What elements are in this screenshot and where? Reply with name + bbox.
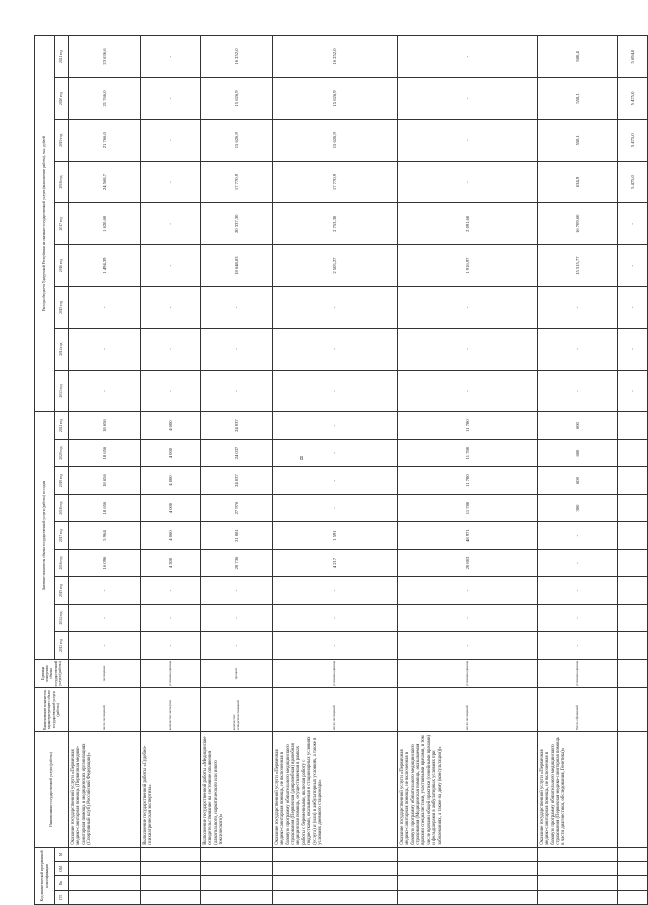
expense-value-cell: -	[141, 78, 201, 120]
table-row	[618, 36, 648, 905]
unit-cell: условная единица	[398, 659, 538, 688]
header-expense-year: 2020 год	[55, 78, 69, 120]
volume-value-cell: 11 780	[398, 467, 538, 494]
expense-value-cell: -	[618, 286, 648, 328]
unit-cell	[618, 659, 648, 688]
expense-value-cell: -	[201, 328, 273, 370]
volume-value-cell: 4 000	[141, 467, 201, 494]
expense-value-cell: -	[201, 370, 273, 412]
header-volume-year: 2020 год	[55, 439, 69, 466]
table-row	[273, 36, 398, 905]
volume-value-cell: -	[398, 577, 538, 604]
expense-value-cell: -	[141, 245, 201, 287]
volume-value-cell: -	[69, 632, 141, 659]
expense-value-cell: 5 475,0	[618, 119, 648, 161]
header-volume-group: Значение показателя объема государственной услуги (работы) по годам	[35, 412, 55, 659]
expense-value-cell: 580,4	[538, 36, 618, 78]
header-expense-year: 2013 год	[55, 370, 69, 412]
expense-value-cell: -	[201, 286, 273, 328]
unit-cell: условная единица	[538, 659, 618, 688]
volume-value-cell	[618, 467, 648, 494]
expense-value-cell: -	[69, 328, 141, 370]
expense-value-cell: -	[618, 203, 648, 245]
volume-value-cell: -	[538, 522, 618, 549]
volume-value-cell: -	[141, 577, 201, 604]
volume-value-cell: 20 803	[398, 549, 538, 576]
expense-value-cell: -	[69, 286, 141, 328]
expense-value-cell: -	[273, 328, 398, 370]
expense-value-cell: -	[398, 370, 538, 412]
header-unit: Единица измерения объема государственной услуги (работы)	[35, 659, 69, 688]
code-cell	[618, 847, 648, 861]
expense-value-cell: 5 475,0	[618, 78, 648, 120]
service-name-cell: Выполнение государственной работы «Судебно-психиатрическая экспертиза»	[141, 732, 201, 847]
indicator-cell: количество экспертиз	[141, 688, 201, 732]
volume-value-cell: 11 780	[398, 494, 538, 521]
header-code-m: М	[55, 847, 69, 861]
expense-value-cell: -	[69, 370, 141, 412]
code-cell	[141, 890, 201, 904]
volume-value-cell: 16 096	[69, 549, 141, 576]
volume-value-cell: 300	[538, 494, 618, 521]
volume-value-cell	[618, 632, 648, 659]
code-cell	[398, 862, 538, 876]
volume-value-cell: 5 964	[69, 522, 141, 549]
expense-value-cell: -	[538, 328, 618, 370]
volume-value-cell: 4 300	[141, 549, 201, 576]
table-row	[538, 36, 618, 905]
table-body	[69, 36, 648, 905]
code-cell	[141, 862, 201, 876]
service-name-cell: Оказание государственной услуги «Первичная медико-санитарная помощь, не включенная в базовую программу обязательного медицинского страхования (Первичная (доврачебная) врачебная медицинская помощь, осуществляемая в рамках работы с беременными, включая работу с подростками, оказываемая в стационарных условиях (услуга) и (или) в амбулаторных условиях, а также в условиях дневного стационара»	[273, 732, 398, 847]
code-cell	[538, 890, 618, 904]
code-cell	[69, 876, 141, 890]
volume-value-cell: 4 060	[141, 522, 201, 549]
code-cell	[618, 890, 648, 904]
volume-value-cell: 11 780	[398, 412, 538, 440]
indicator-cell: Число обращений	[538, 688, 618, 732]
expense-value-cell: -	[141, 36, 201, 78]
code-cell	[398, 847, 538, 861]
volume-value-cell: 18 656	[69, 494, 141, 521]
unit-cell: процент	[201, 659, 273, 688]
code-cell	[398, 876, 538, 890]
expense-value-cell: -	[141, 119, 201, 161]
expense-value-cell: -	[273, 370, 398, 412]
header-volume-year: 2013 год	[55, 632, 69, 659]
expense-value-cell: 16 709,60	[538, 203, 618, 245]
volume-value-cell: -	[273, 439, 398, 466]
header-name: Наименование государственной услуги (работы)	[35, 732, 69, 847]
expense-value-cell: 21 766,0	[69, 78, 141, 120]
expense-value-cell: 634,9	[538, 161, 618, 203]
code-cell	[398, 890, 538, 904]
volume-value-cell: 4 217	[273, 549, 398, 576]
table-viewport	[34, 35, 635, 905]
expense-value-cell: 1 620,60	[69, 203, 141, 245]
volume-value-cell: -	[69, 604, 141, 631]
code-cell	[201, 890, 273, 904]
service-name-cell: Оказание государственной услуги «Первичная медико-санитарная помощь (Первичная медико-санитарная помощь в медицинских организациях (Спортивный клуб) Российской Федерации)»	[69, 732, 141, 847]
expense-value-cell: 15 626,9	[201, 78, 273, 120]
header-code-group: Код аналитической программной классификации	[35, 847, 55, 904]
expense-value-cell: -	[273, 286, 398, 328]
header-volume-year: 2019 год	[55, 467, 69, 494]
volume-value-cell: 27 976	[201, 494, 273, 521]
volume-value-cell: 18 656	[69, 467, 141, 494]
volume-value-cell: 600	[538, 439, 618, 466]
volume-value-cell: 4 000	[141, 494, 201, 521]
indicator-cell	[618, 688, 648, 732]
expense-value-cell: 1 494,39	[69, 245, 141, 287]
header-volume-year: 2018 год	[55, 494, 69, 521]
code-cell	[69, 862, 141, 876]
volume-value-cell: -	[141, 604, 201, 631]
table-row	[141, 36, 201, 905]
service-name-cell: Выполнение государственной работы «Медицинское освидетельствование на состояние опьянения (алкогольного, наркотического или иного токсического)»	[201, 732, 273, 847]
expense-value-cell: -	[141, 286, 201, 328]
header-expense-year: 2021 год	[55, 36, 69, 78]
volume-value-cell	[618, 577, 648, 604]
volume-value-cell: -	[273, 604, 398, 631]
volume-value-cell: 1 591	[273, 522, 398, 549]
header-volume-year: 2015 год	[55, 577, 69, 604]
indicator-cell: число посещений	[69, 688, 141, 732]
volume-value-cell	[618, 494, 648, 521]
expense-value-cell: 16 252,0	[201, 36, 273, 78]
volume-value-cell: 48 971	[398, 522, 538, 549]
expense-value-cell: -	[141, 161, 201, 203]
expense-value-cell: -	[398, 119, 538, 161]
rotated-table-wrapper	[34, 35, 635, 905]
volume-value-cell: 18 656	[69, 412, 141, 440]
volume-value-cell	[618, 439, 648, 466]
expense-value-cell: 15 626,9	[273, 78, 398, 120]
expense-value-cell: -	[398, 328, 538, 370]
volume-value-cell: 28 736	[201, 549, 273, 576]
code-cell	[273, 847, 398, 861]
expense-value-cell: 16 252,0	[273, 36, 398, 78]
code-cell	[69, 890, 141, 904]
expense-value-cell: 17 770,9	[273, 161, 398, 203]
code-cell	[201, 862, 273, 876]
code-cell	[538, 847, 618, 861]
volume-value-cell: -	[398, 604, 538, 631]
volume-value-cell: -	[201, 632, 273, 659]
expense-value-cell: 17 770,9	[201, 161, 273, 203]
expense-value-cell: -	[538, 286, 618, 328]
volume-value-cell: -	[538, 577, 618, 604]
volume-value-cell	[618, 522, 648, 549]
code-cell	[141, 876, 201, 890]
expense-value-cell: 18 648,83	[201, 245, 273, 287]
header-expense-year: 2014 год	[55, 328, 69, 370]
volume-value-cell: -	[273, 467, 398, 494]
table-row	[69, 36, 141, 905]
volume-value-cell: -	[538, 604, 618, 631]
volume-value-cell: -	[398, 632, 538, 659]
volume-value-cell	[618, 549, 648, 576]
header-volume-year: 2014 год	[55, 604, 69, 631]
volume-value-cell: -	[201, 577, 273, 604]
expense-value-cell: -	[618, 370, 648, 412]
service-name-cell: Оказание государственной услуги «Первичная медико-санитарная помощь, не включенная в базовую программу обязательного медицинского страхования (Медицинская помощь, оказываемая врачами специалистами, участковыми врачами, в том числе врачами общей практики (семейными врачами) и фельдшерами в амбулаторных условиях при заболеваниях, а также на дому (консультации))»	[398, 732, 538, 847]
service-name-cell	[618, 732, 648, 847]
indicator-cell: число посещений	[398, 688, 538, 732]
volume-value-cell: 18 656	[69, 439, 141, 466]
volume-value-cell: 4 000	[141, 412, 201, 440]
unit-cell: посещение	[69, 659, 141, 688]
header-code-gp: ГП	[55, 890, 69, 904]
header-expense-year: 2015 год	[55, 286, 69, 328]
expense-value-cell: -	[398, 161, 538, 203]
volume-value-cell: -	[273, 577, 398, 604]
volume-value-cell: -	[538, 549, 618, 576]
expense-value-cell: -	[618, 245, 648, 287]
volume-value-cell: 11 780	[398, 439, 538, 466]
code-cell	[273, 876, 398, 890]
unit-cell: условная единица	[141, 659, 201, 688]
volume-value-cell: -	[141, 632, 201, 659]
expense-value-cell: -	[398, 286, 538, 328]
expense-value-cell: -	[398, 78, 538, 120]
expense-value-cell: 21 766,0	[69, 119, 141, 161]
page-number: 8	[300, 456, 303, 462]
expense-value-cell: 2 505,27	[273, 245, 398, 287]
header-volume-year: 2017 год	[55, 522, 69, 549]
expense-value-cell: 2 091,60	[398, 203, 538, 245]
table-row	[398, 36, 538, 905]
expense-value-cell: -	[618, 328, 648, 370]
code-cell	[538, 862, 618, 876]
expense-value-cell: -	[141, 203, 201, 245]
expense-value-cell: -	[398, 36, 538, 78]
volume-value-cell: -	[273, 632, 398, 659]
code-cell	[141, 847, 201, 861]
volume-value-cell: -	[273, 494, 398, 521]
expense-value-cell: 15 515,77	[538, 245, 618, 287]
expense-value-cell: 5 475,0	[618, 161, 648, 203]
volume-value-cell: 4 000	[141, 439, 201, 466]
expense-value-cell: 15 626,9	[273, 119, 398, 161]
code-cell	[273, 890, 398, 904]
header-indicator: Наименование показателя, характеризующего объем государственной услуги (работы)	[35, 688, 69, 732]
header-expense-year: 2018 год	[55, 161, 69, 203]
code-cell	[618, 876, 648, 890]
header-expense-year: 2017 год	[55, 203, 69, 245]
volume-value-cell: 24 037	[201, 467, 273, 494]
volume-value-cell: -	[273, 412, 398, 440]
volume-value-cell: 24 037	[201, 439, 273, 466]
volume-value-cell	[618, 604, 648, 631]
indicator-cell: количество освидетельствований	[201, 688, 273, 732]
code-cell	[201, 876, 273, 890]
volume-value-cell: 21 081	[201, 522, 273, 549]
code-cell	[69, 847, 141, 861]
code-cell	[618, 862, 648, 876]
expense-value-cell: 5 694,0	[618, 36, 648, 78]
table-row	[201, 36, 273, 905]
volume-value-cell: 600	[538, 467, 618, 494]
volume-value-cell: 600	[538, 412, 618, 440]
header-expense-group: Расходы бюджета Удмуртской Республики на оказание государственной услуги (выполнение работы), тыс. рублей	[35, 36, 55, 412]
expense-value-cell: 1 916,97	[398, 245, 538, 287]
volume-value-cell	[618, 412, 648, 440]
code-cell	[273, 862, 398, 876]
code-cell	[538, 876, 618, 890]
expense-value-cell: -	[141, 370, 201, 412]
volume-value-cell: -	[538, 632, 618, 659]
code-cell	[201, 847, 273, 861]
volume-value-cell: -	[69, 577, 141, 604]
unit-cell: условная единица	[273, 659, 398, 688]
expense-value-cell: -	[141, 328, 201, 370]
expense-value-cell: 24 568,7	[69, 161, 141, 203]
indicator-cell: число посещений	[273, 688, 398, 732]
header-code-om: ОМ	[55, 862, 69, 876]
expense-value-cell: -	[538, 370, 618, 412]
expense-value-cell: 2 753,30	[273, 203, 398, 245]
service-name-cell: Оказание государственной услуги «Первичная медико-санитарная помощь, не включенная в базовую программу обязательного медицинского страхования (Первичная медико-санитарная помощь в части диагностики, обследования, Генетика)»	[538, 732, 618, 847]
header-volume-year: 2021 год	[55, 412, 69, 440]
expense-value-cell: 23 636,6	[69, 36, 141, 78]
header-expense-year: 2019 год	[55, 119, 69, 161]
expense-value-cell: 558,1	[538, 78, 618, 120]
services-table	[34, 35, 648, 905]
header-code-pp: Пп	[55, 876, 69, 890]
header-volume-year: 2016 год	[55, 549, 69, 576]
expense-value-cell: 15 626,9	[201, 119, 273, 161]
volume-value-cell: -	[201, 604, 273, 631]
volume-value-cell: 24 037	[201, 412, 273, 440]
expense-value-cell: 558,1	[538, 119, 618, 161]
expense-value-cell: 20 337,30	[201, 203, 273, 245]
header-expense-year: 2016 год	[55, 245, 69, 287]
